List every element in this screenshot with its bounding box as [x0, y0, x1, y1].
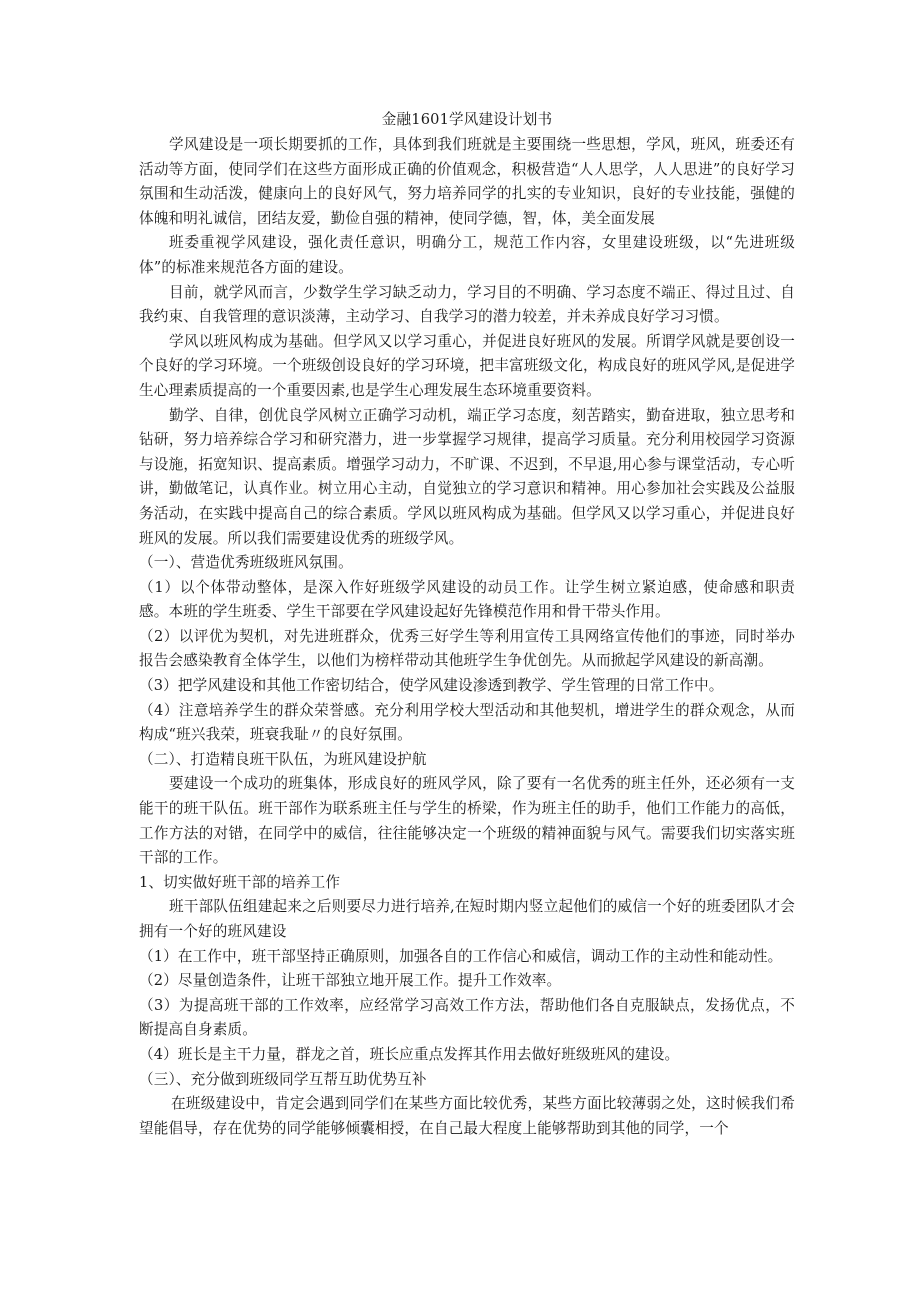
body-paragraph: 学风建设是一项长期要抓的工作，具体到我们班就是主要围绕一些思想，学风，班风，班委还有活动等方面，使同学们在这些方面形成正确的价值观念，积极营造“人人思学，人人思进”的良好学习氛围和生动活泼，健康向上的良好风气，努力培养同学的扎实的专业知识，良好的专业技能，强健的体魄和明礼诚信，团结友爱，勤俭自强的精神，使同学德，智，体，美全面发展	[139, 136, 795, 227]
document-body	[139, 133, 795, 1141]
body-paragraph: 学风以班风构成为基础。但学风又以学习重心，并促进良好班风的发展。所谓学风就是要创设一个良好的学习环境。一个班级创设良好的学习环境，把丰富班级文化，构成良好的班风学风,是促进学生心理素质提高的一个重要因素,也是学生心理发展生态环境重要资料。	[139, 332, 795, 399]
body-paragraph: 目前，就学风而言，少数学生学习缺乏动力，学习目的不明确、学习态度不端正、得过且过、自我约束、自我管理的意识淡薄，主动学习、自我学习的潜力较差，并未养成良好学习习惯。	[139, 283, 795, 326]
list-item: （3）为提高班干部的工作效率，应经常学习高效工作方法，帮助他们各自克服缺点，发扬优点，不断提高自身素质。	[139, 996, 795, 1039]
list-item: （2）以评优为契机，对先进班群众，优秀三好学生等利用宣传工具网络宣传他们的事迹，同时举办报告会感染教育全体学生，以他们为榜样带动其他班学生争优创先。从而掀起学风建设的新高潮。	[139, 627, 795, 670]
body-paragraph: 要建设一个成功的班集体，形成良好的班风学风，除了要有一名优秀的班主任外，还必须有一支能干的班干队伍。班干部作为联系班主任与学生的桥梁，作为班主任的助手，他们工作能力的高低，工作方法的对错，在同学中的威信，往往能够决定一个班级的精神面貌与风气。需要我们切实落实班干部的工作。	[139, 775, 795, 867]
document-title: 金融1601学风建设计划书	[381, 111, 553, 128]
section-heading: （三）、充分做到班级同学互帮互助优势互补	[139, 1070, 427, 1088]
section-heading: 1、切实做好班干部的培养工作	[139, 873, 341, 891]
list-item: （1）在工作中，班干部坚持正确原则，加强各自的工作信心和威信，调动工作的主动性和能动性。	[139, 947, 783, 965]
body-paragraph: 勤学、自律，创优良学风树立正确学习动机，端正学习态度，刻苦踏实，勤奋进取，独立思考和钻研，努力培养综合学习和研究潜力，进一步掌握学习规律，提高学习质量。充分利用校园学习资源与设施，拓宽知识、提高素质。增强学习动力，不旷课、不迟到，不早退,用心参与课堂活动，专心听讲，勤做笔记，认真作业。树立用心主动，自觉独立的学习意识和精神。用心参加社会实践及公益服务活动，在实践中提高自己的综合素质。学风以班风构成为基础。但学风又以学习重心，并促进良好班风的发展。所以我们需要建设优秀的班级学风。	[139, 406, 795, 547]
list-item: （1）以个体带动整体，是深入作好班级学风建设的动员工作。让学生树立紧迫感，使命感和职责感。本班的学生班委、学生干部要在学风建设起好先锋模范作用和骨干带头作用。	[139, 578, 795, 621]
body-paragraph: 班委重视学风建设，强化责任意识，明确分工，规范工作内容，女里建设班级，以“先进班级体”的标准来规范各方面的建设。	[139, 234, 795, 276]
list-item: （4）注意培养学生的群众荣誉感。充分利用学校大型活动和其他契机，增进学生的群众观念，从而构成“班兴我荣，班衰我耻〃的良好氛围。	[139, 701, 795, 744]
body-paragraph: 班干部队伍组建起来之后则要尽力进行培养,在短时期内竖立起他们的威信一个好的班委团队才会拥有一个好的班风建设	[139, 898, 795, 940]
document-page	[139, 107, 795, 1141]
section-heading: （一）、营造优秀班级班风氛围。	[139, 554, 353, 572]
list-item: （2）尽量创造条件，让班干部独立地开展工作。提升工作效率。	[139, 972, 562, 990]
body-paragraph: 在班级建设中，肯定会遇到同学们在某些方面比较优秀，某些方面比较薄弱之处，这时候我们希望能倡导，存在优势的同学能够倾囊相授，在自己最大程度上能够帮助到其他的同学，一个	[139, 1095, 795, 1137]
section-heading: （二）、打造精良班干队伍，为班风建设护航	[139, 750, 427, 768]
list-item: （4）班长是主干力量，群龙之首，班长应重点发挥其作用去做好班级班风的建设。	[139, 1045, 680, 1063]
list-item: （3）把学风建设和其他工作密切结合，使学风建设渗透到教学、学生管理的日常工作中。	[139, 677, 724, 695]
